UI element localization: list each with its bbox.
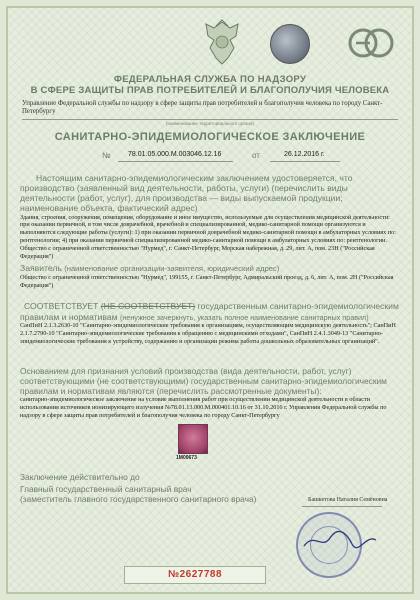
applicant-text: Общество с ограниченной ответственностью "Нурмед", 199155, г. Санкт-Петербург, Адмиральский проезд, д. 6, лит. А, пом. 2Н ("Российская Федерация") [20, 273, 394, 289]
activity-text: Здания, строения, сооружения, помещения, оборудование и иное имущество, используемые для осуществления медицинской деятельности: при оказании первичной, в том числе доврачебной, врачебной и специализированной, медико-санитарной помощи организуются и выполняются следующие работы (услуги): 1) при оказании первичной доврачебной медико-санитарной помощи в амбулаторных условиях по: рентгенологии; 4) при оказании первичной специализированной медико-санитарной помощи в амбулаторных условиях по: рентгенологии. [20, 213, 396, 245]
handwritten-signature [300, 528, 380, 552]
hologram-icon [270, 24, 310, 64]
hologram-code: 1М00673 [176, 454, 197, 461]
signer-line-1: Главный государственный санитарный врач [20, 483, 192, 494]
coat-of-arms-icon [200, 18, 244, 68]
agency-name [18, 74, 402, 96]
number-date-line [18, 149, 402, 165]
header-logos [18, 16, 402, 74]
applicant-label: Заявитель [20, 262, 62, 273]
se-logo-icon [348, 26, 394, 60]
signature-line [302, 506, 382, 507]
date-underline [270, 161, 340, 162]
applicant-heading [18, 264, 402, 274]
number-label: № [102, 150, 111, 160]
signer-title [20, 484, 320, 504]
document-date: 26.12.2016 г. [284, 150, 325, 158]
basis-text: санитарно-эпидемиологическое заключение на условие выполнения работ при осуществлении медицинской деятельности в области использования источников ионизирующего излучения №78.01.13.000.М.000401.10.16 от 31.10.2016 г. Управления Федеральной службы по надзору в сфере защиты прав потребителей и благополучия человека по городу Санкт-Петербургу [20, 395, 387, 419]
basis-label: Основанием для признания условий производства (вида деятельности, работ, услуг) соответствующими (не соответствующими) государственным санитарно-эпидемиологическим правилам и нормативам являются (перечислить рассмотренные документы): [20, 365, 387, 396]
department-caption: (наименование территориального органа) [165, 120, 255, 126]
conform-rest: государственным санитарно-эпидемиологическим правилам и нормативам [20, 301, 399, 322]
rules-text: СанПиН 2.1.3.2630-10 "Санитарно-эпидемиологические требования к организациям, осуществляющим медицинскую деятельность"; СанПиН 2.1.7.2790-10 "Санитарно-эпидемиологические требования к обращению с медицинскими отходами", СанПиН 2.4.1.3049-13 "Санитарно-эпидемиологические требования к устройству, содержанию и организации режима работы дошкольных образовательных организаций". [20, 322, 396, 345]
date-label: от [252, 150, 260, 160]
intro-paragraph: Настоящим санитарно-эпидемиологическим заключением удостоверяется, что производство (заявленный вид деятельности, работы, услуги) (перечислить виды деятельности (работ, услуг), для производства — виды выпускаемой продукции; наименование объекта, фактический адрес) [20, 172, 353, 214]
agency-line-1: ФЕДЕРАЛЬНАЯ СЛУЖБА ПО НАДЗОРУ [113, 74, 307, 85]
department-underline [22, 119, 398, 120]
territorial-department: Управление Федеральной службы по надзору в сфере защиты прав потребителей и благополучия человека по городу Санкт-Петербургу [22, 100, 383, 116]
document-title: САНИТАРНО-ЭПИДЕМИОЛОГИЧЕСКОЕ ЗАКЛЮЧЕНИЕ [54, 130, 366, 143]
hologram-sticker-area [18, 420, 402, 462]
conform-strike: (НЕ СООТВЕТСТВУЕТ) [100, 301, 196, 312]
signer-name: Башкетова Наталия Семёновна [308, 496, 388, 503]
document-number: 78.01.05.000.М.003046.12.16 [128, 150, 222, 158]
conform-prefix: СООТВЕТСТВУЕТ [24, 301, 99, 312]
applicant-hint: (наименование организации-заявителя, юридический адрес) [64, 263, 280, 273]
certificate-frame [6, 6, 414, 594]
serial-number: №2627788 [124, 566, 266, 584]
agency-line-2: В СФЕРЕ ЗАЩИТЫ ПРАВ ПОТРЕБИТЕЛЕЙ И БЛАГОПОЛУЧИЯ ЧЕЛОВЕКА [30, 85, 390, 96]
signer-block [18, 484, 402, 518]
spacer [18, 346, 402, 356]
validity-label: Заключение действительно до [20, 471, 140, 482]
conform-hint: (ненужное зачеркнуть, указать полное наименование санитарных правил) [119, 312, 369, 322]
conformity-statement [18, 301, 402, 322]
object-address: Общество с ограниченной ответственностью "Нурмед", г. Санкт-Петербург, Морская набережная, д. 29, лит. А, пом. 23Н ("Российская Федерация") [20, 245, 375, 260]
signer-line-2: (заместитель главного государственного санитарного врача) [20, 493, 257, 504]
hologram-sticker [178, 424, 208, 454]
number-underline [118, 161, 233, 162]
